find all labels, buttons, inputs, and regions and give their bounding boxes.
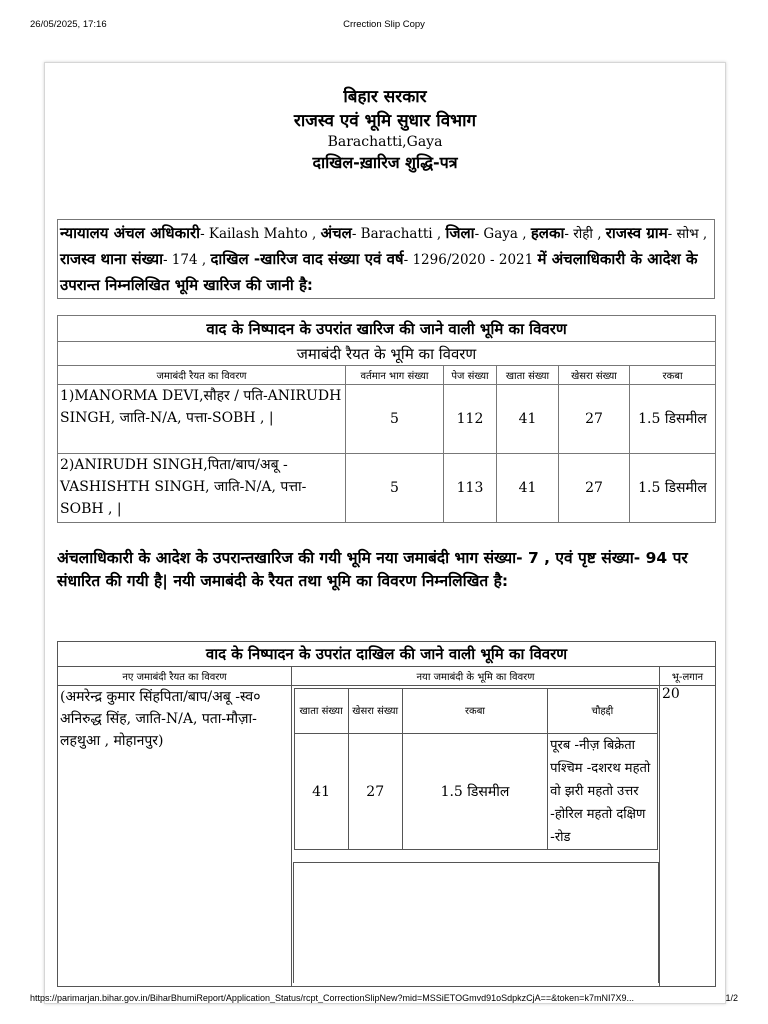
court-label: न्यायालय अंचल अधिकारी	[60, 224, 201, 242]
document-header	[45, 85, 725, 175]
khesra-cell: 27	[348, 734, 402, 850]
col-header-chauhaddi: चौहद्दी	[548, 689, 657, 734]
col-header-rakba: रकबा	[630, 366, 716, 385]
col-header-bhag: वर्तमान भाग संख्या	[346, 366, 444, 385]
col-header-khata: खाता संख्या	[497, 366, 559, 385]
bhag-cell: 5	[346, 454, 444, 523]
district-label: जिला	[445, 224, 475, 242]
owner-cell: 2)ANIRUDH SINGH,पिता/बाप/अबू -VASHISHTH SINGH, जाति-N/A, पत्ता-SOBH , |	[58, 454, 346, 523]
district-value: - Gaya ,	[474, 226, 527, 242]
owner-cell: 1)MANORMA DEVI,सौहर / पति-ANIRUDH SINGH, जाति-N/A, पत्ता-SOBH , |	[58, 385, 346, 454]
page-number: 1/2	[725, 993, 738, 1003]
new-owner-cell: (अमरेन्द्र कुमार सिंहपिता/बाप/अबू -स्व० अनिरुद्ध सिंह, जाति-N/A, पता-मौज़ा-लहथुआ , मोहानपुर)	[58, 686, 292, 987]
land-detail-table	[294, 688, 658, 850]
chauhaddi-cell: पूरब -नीज़ बिक्रेता पश्चिम -दशरथ महतो वो झरी महतो उत्तर -होरिल महतो दक्षिण -रोड	[548, 734, 657, 850]
case-value: - 1296/2020 - 2021	[403, 252, 534, 268]
col-header-new-land: नया जमाबंदी के भूमि का विवरण	[292, 667, 660, 686]
print-url: https://parimarjan.bihar.gov.in/BiharBhumiReport/Application_Status/rcpt_CorrectionSlipNew?mid=MSSiETOGmvd91oSdpkzCjA==&token=k7mNI7X9...	[30, 993, 634, 1003]
bhag-cell: 5	[346, 385, 444, 454]
col-header-new-owner: नए जमाबंदी रैयत का विवरण	[58, 667, 292, 686]
thana-value: - 174 ,	[162, 252, 207, 268]
govt-name: बिहार सरकार	[343, 87, 427, 107]
page-cell: 112	[444, 385, 497, 454]
col-header-lagan: भू-लगान	[660, 667, 716, 686]
print-datetime: 26/05/2025, 17:16	[30, 19, 107, 30]
removal-table	[57, 315, 716, 523]
khesra-cell: 27	[559, 385, 630, 454]
col-header-khesra: खेसरा संख्या	[559, 366, 630, 385]
new-jamabandi-statement: अंचलाधिकारी के आदेश के उपरान्तखारिज की गयी भूमि नया जमाबंदी भाग संख्या- 7 , एवं पृष्ट संख्या- 94 पर संधारित की गयी है| नयी जमाबंदी के रैयत तथा भूमि का विवरण निम्नलिखित है:	[57, 549, 688, 590]
print-header	[0, 19, 768, 33]
col-header-khesra: खेसरा संख्या	[348, 689, 402, 734]
table-continuation	[293, 862, 659, 983]
removal-table-subcaption: जमाबंदी रैयत के भूमि का विवरण	[58, 342, 716, 366]
village-label: राजस्व ग्राम	[605, 224, 668, 242]
khata-cell: 41	[294, 734, 348, 850]
addition-table	[57, 641, 716, 987]
department-name: राजस्व एवं भूमि सुधार विभाग	[293, 111, 477, 131]
case-intro	[57, 219, 715, 299]
khata-cell: 41	[497, 454, 559, 523]
case-label: दाखिल -खारिज वाद संख्या एवं वर्ष	[210, 250, 404, 268]
removal-section	[57, 315, 715, 523]
anchal-label: अंचल	[320, 224, 352, 242]
col-header-khata: खाता संख्या	[294, 689, 348, 734]
thana-label: राजस्व थाना संख्या	[60, 250, 163, 268]
page-cell: 113	[444, 454, 497, 523]
office-location: Barachatti,Gaya	[327, 134, 443, 150]
rakba-cell: 1.5 डिसमील	[402, 734, 547, 850]
print-footer	[0, 993, 768, 1007]
rakba-cell: 1.5 डिसमील	[630, 454, 716, 523]
rakba-cell: 1.5 डिसमील	[630, 385, 716, 454]
removal-table-caption: वाद के निष्पादन के उपरांत खारिज की जाने वाली भूमि का विवरण	[58, 316, 716, 342]
print-title: Crrection Slip Copy	[343, 19, 425, 30]
new-land-cell	[292, 686, 660, 987]
table-row	[58, 454, 716, 523]
col-header-owner: जमाबंदी रैयत का विवरण	[58, 366, 346, 385]
khesra-cell: 27	[559, 454, 630, 523]
lagan-cell: 20	[660, 686, 716, 987]
document-title: दाखिल-ख़ारिज शुद्धि-पत्र	[312, 153, 458, 172]
halka-label: हलका	[530, 224, 565, 242]
addition-table-caption: वाद के निष्पादन के उपरांत दाखिल की जाने वाली भूमि का विवरण	[58, 642, 716, 667]
halka-value: - रोही ,	[564, 226, 602, 242]
document-sheet	[44, 62, 726, 1004]
col-header-rakba: रकबा	[402, 689, 547, 734]
table-row	[58, 385, 716, 454]
intro-statement: में अंचलाधिकारी के आदेश के उपरान्त निम्नलिखित भूमि खारिज की जानी है:	[60, 250, 698, 294]
village-value: - सोभ ,	[667, 226, 708, 242]
table-row	[294, 734, 657, 850]
khata-cell: 41	[497, 385, 559, 454]
addition-section	[57, 641, 715, 987]
col-header-page: पेज संख्या	[444, 366, 497, 385]
anchal-value: - Barachatti ,	[351, 226, 442, 242]
officer-name: - Kailash Mahto ,	[200, 226, 317, 242]
